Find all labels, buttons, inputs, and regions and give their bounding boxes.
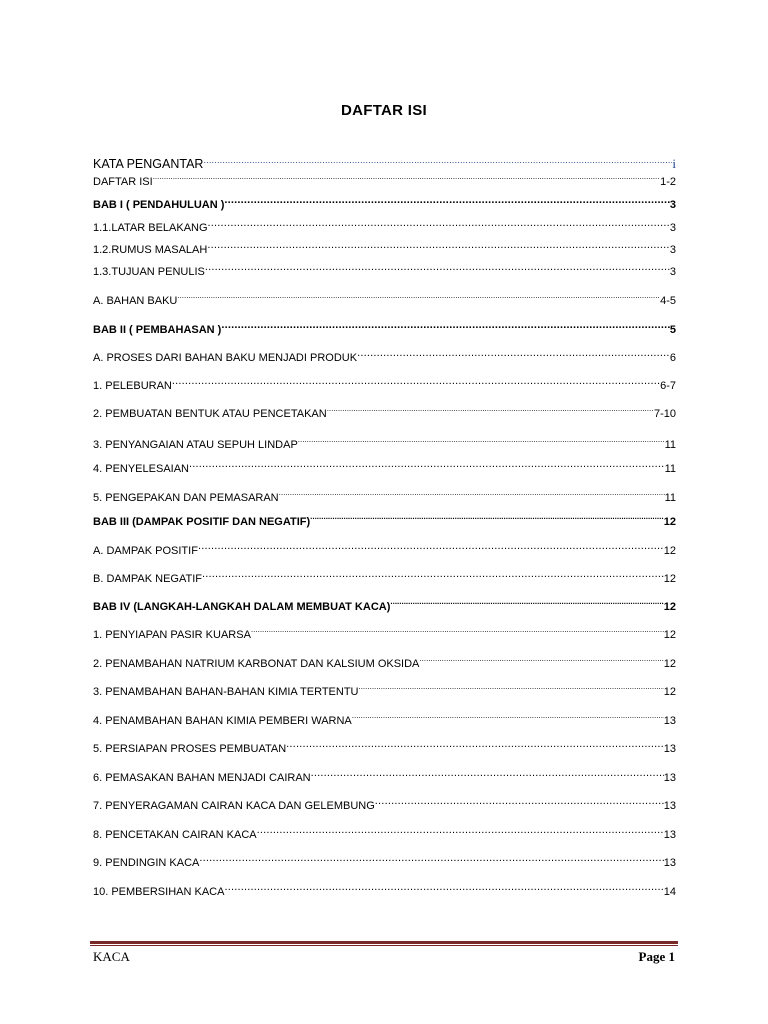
toc-entry-bab-1[interactable] [93, 192, 676, 211]
toc-entry-page: 13 [663, 772, 676, 784]
toc-entry-penyelesaian[interactable] [93, 456, 676, 475]
page-title: DAFTAR ISI [340, 102, 428, 119]
toc-entry-bahan-baku[interactable] [93, 288, 676, 307]
toc-entry-daftar-isi[interactable] [93, 169, 676, 188]
toc-entry-kata-pengantar[interactable] [93, 152, 676, 171]
toc-dot-leader [358, 679, 663, 695]
toc-entry-pengepakan[interactable] [93, 485, 676, 504]
toc-entry-natrium-karbonat[interactable] [93, 651, 676, 670]
toc-dot-leader [390, 594, 663, 610]
toc-entry-label: 9. PENDINGIN KACA [93, 857, 200, 869]
toc-dot-leader [221, 317, 670, 333]
toc-entry-bab-3[interactable] [93, 509, 676, 528]
toc-entry-1-1[interactable] [93, 215, 676, 234]
footer-doc-title: KACA [93, 949, 130, 964]
toc-dot-leader [198, 538, 664, 554]
toc-entry-label: 5. PENGEPAKAN DAN PEMASARAN [93, 492, 279, 504]
toc-entry-pemberi-warna[interactable] [93, 708, 676, 727]
toc-entry-page: 12 [663, 573, 676, 585]
toc-entry-label: BAB II ( PEMBAHASAN ) [93, 324, 222, 336]
toc-dot-leader [207, 237, 670, 253]
toc-entry-pendingin[interactable] [93, 850, 676, 869]
toc-entry-label: 4. PENAMBAHAN BAHAN KIMIA PEMBERI WARNA [93, 715, 352, 727]
toc-dot-leader [177, 288, 660, 304]
toc-dot-leader [224, 879, 663, 895]
toc-entry-label: 8. PENCETAKAN CAIRAN KACA [93, 829, 257, 841]
toc-entry-page: 3 [669, 222, 676, 234]
toc-entry-page: 4-5 [660, 295, 676, 307]
toc-dot-leader [310, 509, 664, 525]
toc-entry-page: 7-10 [653, 408, 676, 420]
toc-entry-bahan-kimia[interactable] [93, 679, 676, 698]
toc-entry-page: 13 [663, 857, 676, 869]
toc-entry-label: 2. PENAMBAHAN NATRIUM KARBONAT DAN KALSIUM OKSIDA [93, 658, 420, 670]
toc-entry-proses[interactable] [93, 345, 676, 364]
toc-entry-label: A. BAHAN BAKU [93, 295, 178, 307]
toc-dot-leader [202, 566, 664, 582]
toc-dot-leader [203, 152, 672, 168]
toc-entry-pembersihan[interactable] [93, 879, 676, 898]
toc-dot-leader [419, 651, 663, 667]
toc-entry-pembuatan-bentuk[interactable] [93, 401, 676, 420]
toc-entry-label: 1. PELEBURAN [93, 380, 172, 392]
toc-dot-leader [375, 793, 664, 809]
toc-dot-leader [205, 259, 670, 275]
toc-entry-page: 3 [669, 266, 676, 278]
toc-entry-page: 3 [669, 244, 676, 256]
toc-entry-label: A. DAMPAK POSITIF [93, 545, 198, 557]
toc-dot-leader [257, 822, 664, 838]
footer-page-number: Page 1 [638, 949, 675, 964]
toc-entry-page: 5 [669, 324, 676, 336]
toc-entry-label: A. PROSES DARI BAHAN BAKU MENJADI PRODUK [93, 352, 358, 364]
toc-entry-page: i [672, 156, 676, 171]
toc-entry-label: BAB IV (LANGKAH-LANGKAH DALAM MEMBUAT KACA) [93, 601, 391, 613]
toc-entry-page: 6-7 [660, 380, 676, 392]
toc-entry-page: 13 [663, 829, 676, 841]
toc-entry-label: 5. PERSIAPAN PROSES PEMBUATAN [93, 743, 287, 755]
toc-entry-label: 6. PEMASAKAN BAHAN MENJADI CAIRAN [93, 772, 311, 784]
footer-rule-thick [90, 941, 678, 944]
toc-entry-page: 3 [669, 199, 676, 211]
toc-entry-pemasakan[interactable] [93, 765, 676, 784]
toc-entry-label: 1.3.TUJUAN PENULIS [93, 266, 205, 278]
toc-entry-label: 10. PEMBERSIHAN KACA [93, 886, 225, 898]
toc-entry-label: 2. PEMBUATAN BENTUK ATAU PENCETAKAN [93, 408, 327, 420]
toc-entry-page: 12 [663, 516, 676, 528]
toc-entry-page: 11 [664, 492, 676, 504]
toc-entry-page: 12 [663, 658, 676, 670]
toc-entry-label: KATA PENGANTAR [93, 157, 204, 171]
toc-entry-pencetakan[interactable] [93, 822, 676, 841]
toc-entry-page: 12 [663, 545, 676, 557]
toc-entry-page: 13 [663, 743, 676, 755]
toc-entry-pasir-kuarsa[interactable] [93, 622, 676, 641]
toc-dot-leader [172, 373, 660, 389]
toc-dot-leader [199, 850, 663, 866]
toc-entry-label: 1. PENYIAPAN PASIR KUARSA [93, 629, 251, 641]
toc-entry-bab-2[interactable] [93, 317, 676, 336]
toc-entry-page: 1-2 [660, 176, 676, 188]
toc-entry-label: BAB III (DAMPAK POSITIF DAN NEGATIF) [93, 516, 311, 528]
toc-dot-leader [153, 169, 660, 185]
toc-entry-page: 12 [663, 686, 676, 698]
toc-dot-leader [224, 192, 669, 208]
toc-entry-peleburan[interactable] [93, 373, 676, 392]
toc-dot-leader [327, 401, 654, 417]
toc-dot-leader [352, 708, 664, 724]
toc-entry-label: 7. PENYERAGAMAN CAIRAN KACA DAN GELEMBUNG [93, 800, 375, 812]
toc-entry-label: BAB I ( PENDAHULUAN ) [93, 199, 225, 211]
toc-entry-bab-4[interactable] [93, 594, 676, 613]
toc-entry-dampak-negatif[interactable] [93, 566, 676, 585]
toc-entry-label: 4. PENYELESAIAN [93, 463, 189, 475]
toc-dot-leader [298, 432, 665, 448]
toc-dot-leader [208, 215, 670, 231]
toc-dot-leader [357, 345, 670, 361]
toc-entry-label: DAFTAR ISI [93, 176, 153, 188]
toc-entry-1-2[interactable] [93, 237, 676, 256]
toc-entry-penyeragaman[interactable] [93, 793, 676, 812]
toc-entry-label: 1.2.RUMUS MASALAH [93, 244, 208, 256]
toc-entry-label: 1.1.LATAR BELAKANG [93, 222, 208, 234]
toc-entry-dampak-positif[interactable] [93, 538, 676, 557]
toc-entry-page: 12 [663, 629, 676, 641]
toc-entry-label: 3. PENYANGAIAN ATAU SEPUH LINDAP [93, 439, 298, 451]
toc-entry-page: 13 [663, 800, 676, 812]
toc-entry-page: 14 [663, 886, 676, 898]
toc-dot-leader [286, 736, 664, 752]
toc-entry-page: 12 [663, 601, 676, 613]
toc-dot-leader [279, 485, 665, 501]
toc-entry-page: 11 [664, 463, 676, 475]
toc-entry-label: 3. PENAMBAHAN BAHAN-BAHAN KIMIA TERTENTU [93, 686, 359, 698]
toc-entry-persiapan[interactable] [93, 736, 676, 755]
toc-entry-page: 6 [669, 352, 676, 364]
toc-entry-1-3[interactable] [93, 259, 676, 278]
toc-dot-leader [189, 456, 665, 472]
toc-entry-label: B. DAMPAK NEGATIF [93, 573, 202, 585]
toc-entry-penyangaian[interactable] [93, 432, 676, 451]
toc-dot-leader [251, 622, 664, 638]
toc-entry-page: 11 [664, 439, 676, 451]
footer-rule-thin [90, 945, 678, 946]
toc-entry-page: 13 [663, 715, 676, 727]
toc-dot-leader [311, 765, 664, 781]
